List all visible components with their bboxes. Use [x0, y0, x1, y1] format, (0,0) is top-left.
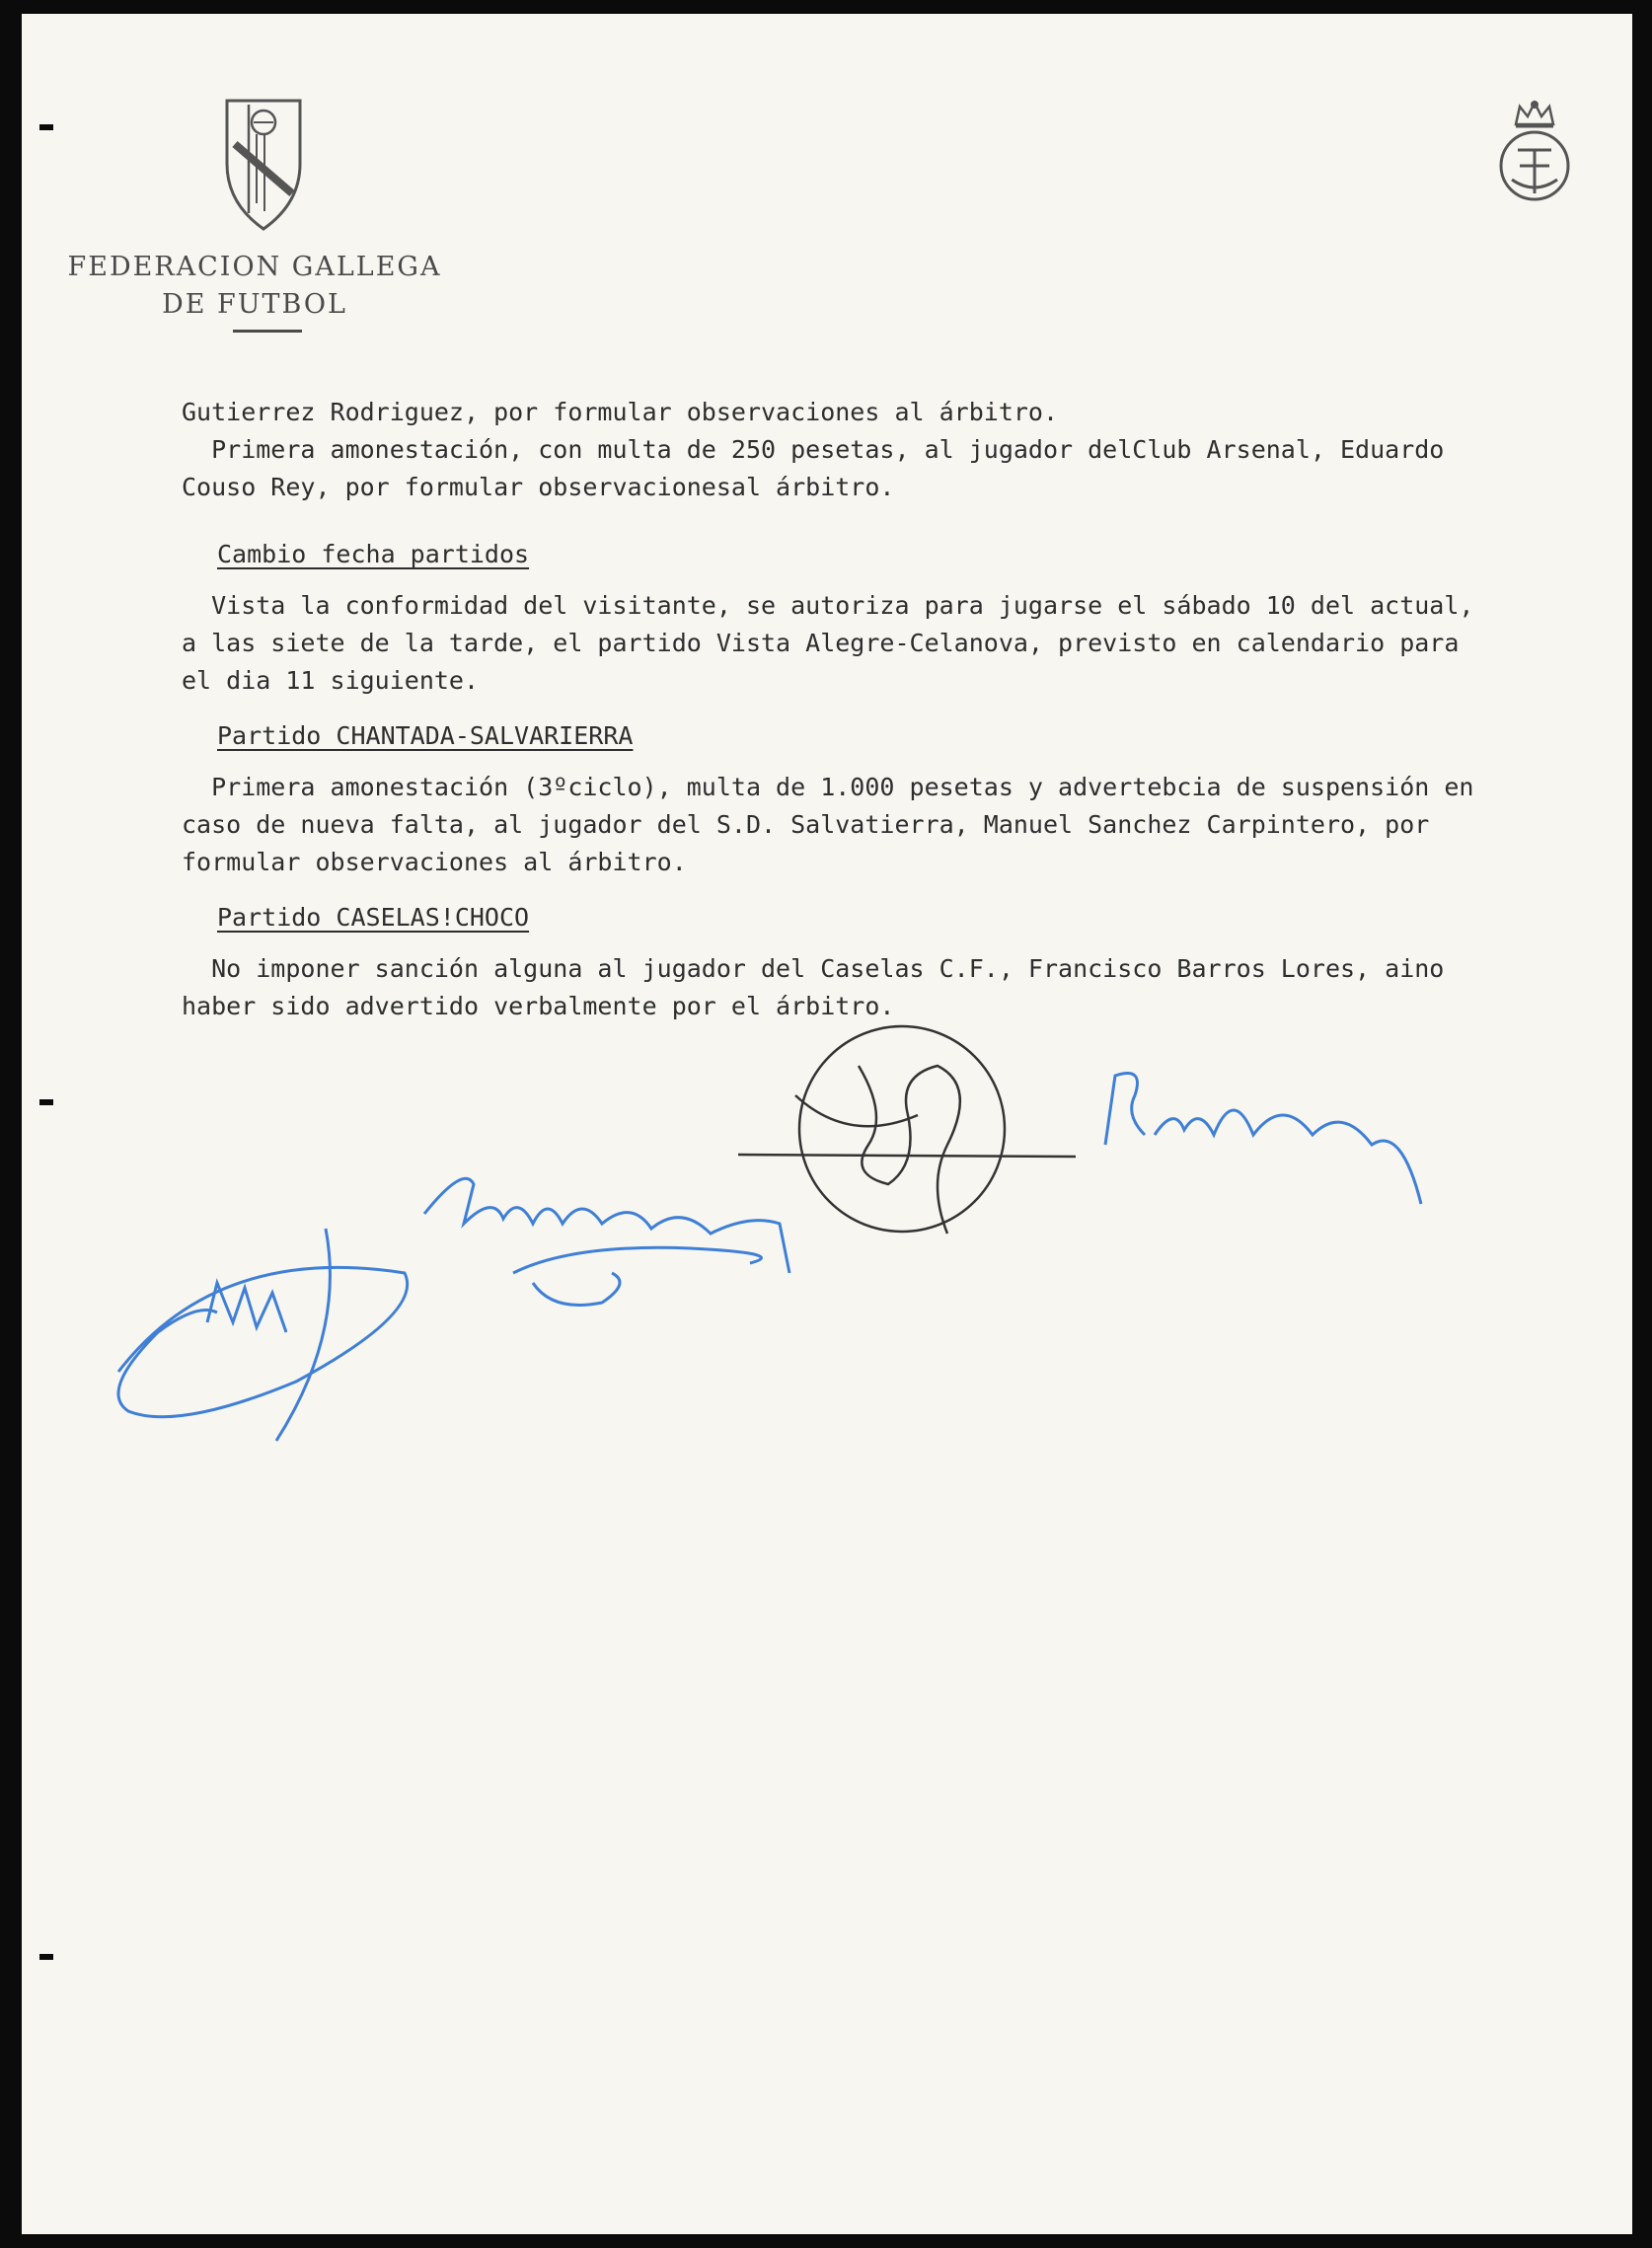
text-line: a las siete de la tarde, el partido Vista Alegre-Celanova, previsto en calendario para — [182, 629, 1460, 657]
letterhead-line2: DE FUTBOL — [162, 289, 347, 320]
section-heading: Partido CASELAS!CHOCO — [217, 903, 530, 932]
section-heading: Partido CHANTADA-SALVARIERRA — [217, 721, 634, 750]
text-line: caso de nueva falta, al jugador del S.D. Salvatierra, Manuel Sanchez Carpintero, por — [182, 810, 1430, 839]
text-line: formular observaciones al árbitro. — [182, 848, 687, 876]
section-heading: Cambio fecha partidos — [217, 540, 530, 568]
text-line: Primera amonestación, con multa de 250 pesetas, al jugador delClub Arsenal, Eduardo — [182, 435, 1445, 464]
document-body — [182, 395, 1603, 1034]
letterhead-rule — [233, 330, 302, 333]
letterhead — [47, 249, 462, 324]
crowned-crest-icon — [1490, 97, 1579, 207]
punch-mark — [39, 124, 53, 130]
text-line: Couso Rey, por formular observacionesal árbitro. — [182, 473, 895, 501]
letterhead-line1: FEDERACION GALLEGA — [67, 252, 442, 282]
federation-shield-icon — [219, 95, 308, 233]
document-page — [22, 14, 1632, 2234]
punch-mark — [39, 1099, 53, 1105]
punch-mark — [39, 1954, 53, 1960]
text-line: Vista la conformidad del visitante, se autoriza para jugarse el sábado 10 del actual, — [182, 591, 1474, 620]
text-line: haber sido advertido verbalmente por el árbitro. — [182, 992, 895, 1020]
text-line: Gutierrez Rodriguez, por formular observaciones al árbitro. — [182, 398, 1059, 426]
text-line: Primera amonestación (3ºciclo), multa de 1.000 pesetas y advertebcia de suspensión en — [182, 773, 1474, 801]
text-line: No imponer sanción alguna al jugador del Caselas C.F., Francisco Barros Lores, aino — [182, 954, 1445, 983]
text-line: el dia 11 siguiente. — [182, 666, 480, 695]
